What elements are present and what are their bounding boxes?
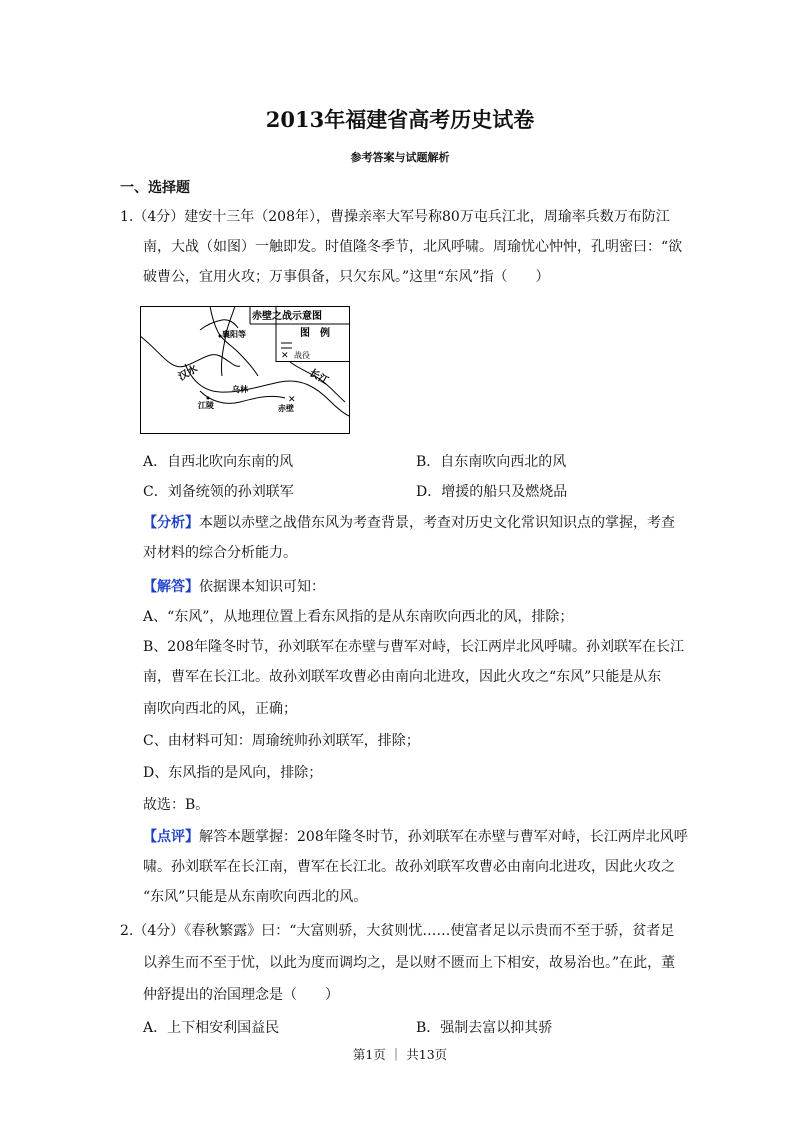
answer-line: B、208年隆冬时节，孙刘联军在赤壁与曹军对峙，长江两岸北风呼啸。孙刘联军在长江 <box>143 639 685 655</box>
map-label-wulin: 乌林 <box>232 385 248 394</box>
q2-stem-line: 以养生而不至于忧，以此为度而调均之，是以财不匮而上下相安，故易治也。”在此，董 <box>143 955 676 971</box>
answer-line: 南，曹军在长江北。故孙刘联军攻曹必由南向北进攻，因此火攻之“东风”只能是从东 <box>143 669 662 685</box>
answer-text: 依据课本知识可知： <box>199 579 325 595</box>
map-legend-battle: 战役 <box>294 351 310 360</box>
map-battle-marker: ✕ <box>288 395 296 405</box>
analysis-text: 本题以赤壁之战借东风为考查背景，考查对历史文化常识知识点的掌握，考查 <box>199 515 675 531</box>
map-battle-symbol: ✕ <box>281 351 289 361</box>
q2-option-a: A．上下相安利国益民 <box>143 1020 280 1036</box>
q1-option-a: A．自西北吹向东南的风 <box>143 454 294 470</box>
map-label-jiangling: 江陵 <box>198 401 214 410</box>
q2-option-b: B．强制去富以抑其骄 <box>416 1020 553 1036</box>
answer-line: D、东风指的是风向，排除； <box>143 765 323 781</box>
analysis-tag: 【分析】 <box>143 515 199 531</box>
comment-line <box>143 827 688 847</box>
exam-title: 2013年福建省高考历史试卷 <box>265 107 535 132</box>
section-heading: 一、选择题 <box>120 180 190 196</box>
comment-line: “东风”只能是从东南吹向西北的风。 <box>143 889 368 905</box>
map-label-xiangyang: 襄阳等 <box>222 330 246 339</box>
map-label-han-river: 汉水 <box>176 363 200 384</box>
analysis-line: 对材料的综合分析能力。 <box>143 545 297 561</box>
exam-subtitle: 参考答案与试题解析 <box>350 151 450 164</box>
map-label-yangtze: 长江 <box>307 367 331 388</box>
comment-line: 啸。孙刘联军在长江南，曹军在长江北。故孙刘联军攻曹必由南向北进攻，因此火攻之 <box>143 859 675 875</box>
page-footer: 第1页 ｜ 共13页 <box>352 1047 448 1062</box>
answer-line <box>143 577 325 597</box>
comment-text: 解答本题掌握：208年隆冬时节，孙刘联军在赤壁与曹军对峙，长江两岸北风呼 <box>199 829 688 845</box>
map-title: 赤壁之战示意图 <box>252 311 322 322</box>
analysis-line <box>143 513 675 533</box>
chibi-battle-map <box>140 306 350 434</box>
map-legend-title: 图 例 <box>300 328 330 339</box>
answer-line: C、由材料可知：周瑜统帅孙刘联军，排除； <box>143 733 420 749</box>
q1-stem-line: 1.（4分）建安十三年（208年），曹操亲率大军号称80万屯兵江北，周瑜率兵数万布防江 <box>120 209 670 225</box>
q1-stem-line: 破曹公，宜用火攻；万事俱备，只欠东风。”这里“东风”指（ ） <box>143 269 550 285</box>
q2-stem-line: 仲舒提出的治国理念是（ ） <box>143 987 339 1003</box>
answer-tag: 【解答】 <box>143 579 199 595</box>
answer-line: A、“东风”，从地理位置上看东风指的是从东南吹向西北的风，排除； <box>143 609 574 625</box>
answer-line: 南吹向西北的风，正确； <box>143 701 297 717</box>
comment-tag: 【点评】 <box>143 829 199 845</box>
answer-line: 故选：B。 <box>143 797 210 813</box>
q2-stem-line: 2.（4分）《春秋繁露》曰：“大富则骄，大贫则忧……使富者足以示贵而不至于骄，贫者足 <box>120 923 675 939</box>
q1-option-d: D．增援的船只及燃烧品 <box>416 484 568 500</box>
map-label-chibi: 赤壁 <box>278 404 294 413</box>
q1-option-b: B．自东南吹向西北的风 <box>416 454 567 470</box>
map-drawing <box>140 306 350 434</box>
q1-option-c: C．刘备统领的孙刘联军 <box>143 484 294 500</box>
q1-stem-line: 南，大战（如图）一触即发。时值隆冬季节，北风呼啸。周瑜忧心忡忡，孔明密曰：“欲 <box>143 239 683 255</box>
